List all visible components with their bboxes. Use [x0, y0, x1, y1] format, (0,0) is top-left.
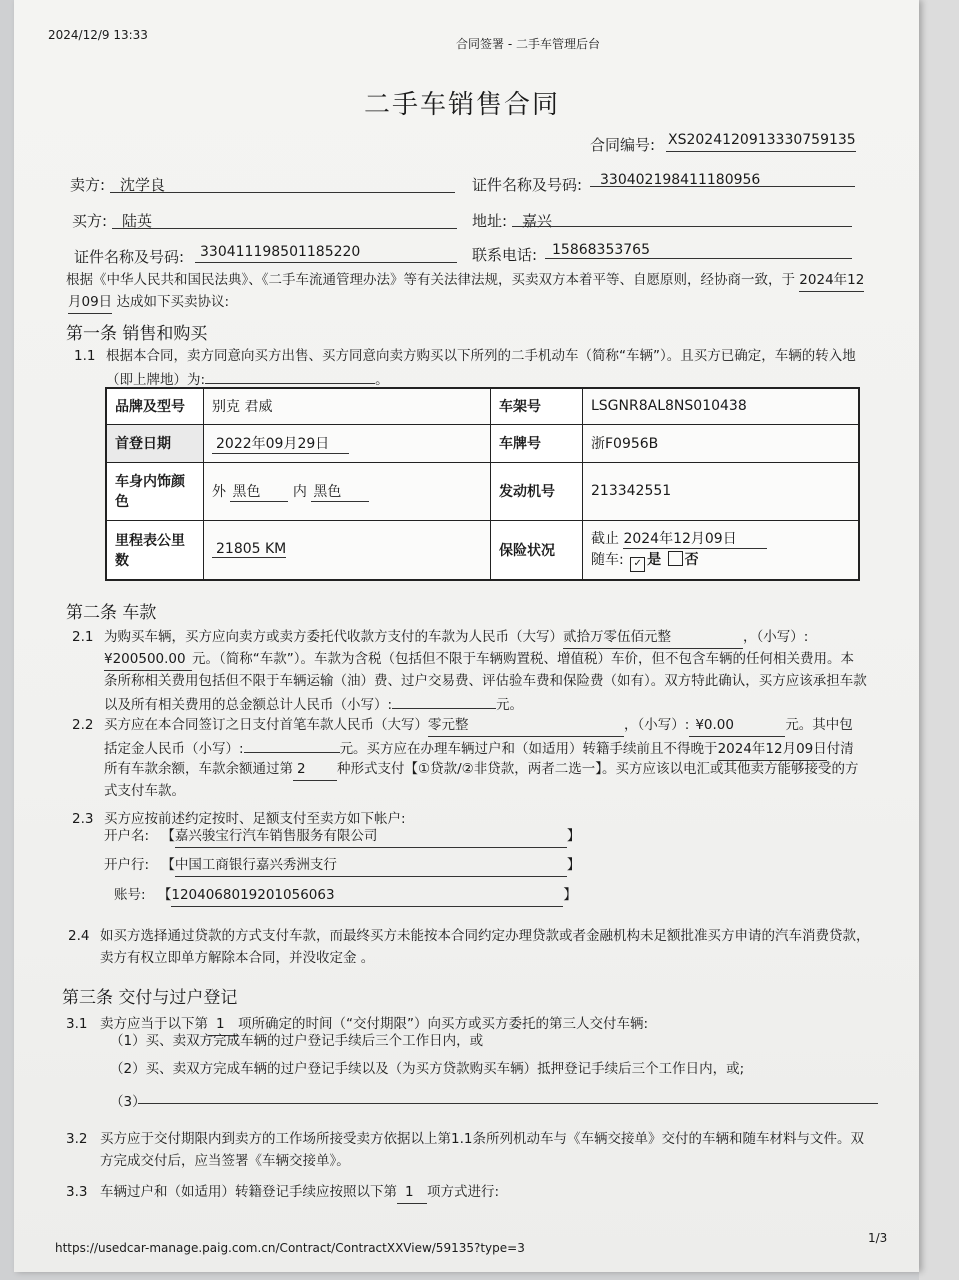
clause-2-2-text-d: 括定金人民币（小写）:: [104, 741, 244, 757]
clause-2-2-line3: [104, 758, 859, 781]
reg-date-cell: [204, 424, 491, 462]
seller-id-underline: [590, 186, 855, 187]
clause-3-2-line1: 买方应于交付期限内到卖方的工作场所接受卖方依据以上第1.1条所列机动车与《车辆交接单》交付的车辆和随车材料与文件。双: [100, 1131, 864, 1147]
price-in-words: 贰拾万零伍佰元整: [563, 626, 743, 649]
intro-date-b: 月09日: [68, 291, 112, 314]
insurance-no-checkbox: [668, 551, 683, 566]
down-payment-words: 零元整: [428, 714, 624, 737]
brand-label: 品牌及型号: [106, 388, 204, 424]
article-3-title: 第三条 交付与过户登记: [62, 988, 238, 1008]
clause-3-2-num: 3.2: [66, 1131, 88, 1147]
clause-2-2-line1: [104, 714, 853, 737]
brand-value: 别克 君威: [204, 388, 491, 424]
clause-1-1-line1: 根据本合同，卖方同意向买方出售、买方同意向卖方购买以下所列的二手机动车（简称“车辆”）。且买方已确定，车辆的转入地: [106, 348, 856, 364]
intro-text: 根据《中华人民共和国民法典》、《二手车流通管理办法》等有关法律法规，买卖双方本着平等、自愿原则，经协商一致，于: [66, 272, 795, 288]
payment-method-no: 2: [293, 758, 337, 781]
insurance-with-car: [591, 549, 850, 572]
contract-no-label: 合同编号:: [590, 136, 656, 154]
contract-no-underline: [666, 151, 856, 152]
contract-no-value: XS2024120913330759135: [668, 132, 856, 148]
mileage-value: [212, 541, 286, 558]
buyer-addr-label: 地址:: [472, 212, 508, 230]
outer-color-label: 外: [212, 483, 226, 500]
color-cell: [204, 462, 491, 520]
clause-2-1-text-b: ，（小写）:: [743, 629, 809, 645]
clause-3-1-item3-blank: [138, 1103, 878, 1104]
account-no-rb: 】: [563, 887, 577, 903]
insurance-until: [591, 528, 850, 549]
bank-lb: 【: [161, 857, 175, 873]
mileage-number: 21805: [216, 541, 261, 558]
account-name-label: 开户名:: [104, 828, 150, 844]
buyer-id-value: 330411198501185220: [200, 244, 361, 260]
clause-2-2-num: 2.2: [72, 717, 94, 733]
table-row: [106, 520, 859, 580]
clause-2-1-num: 2.1: [72, 629, 94, 645]
payoff-date: 2024年12月09日: [718, 738, 827, 761]
intro-line2: [68, 291, 229, 314]
intro-line1: [66, 269, 864, 292]
outer-color-value: 黑色: [230, 481, 288, 502]
bank-label: 开户行:: [104, 857, 150, 873]
clause-2-1-line4: [104, 692, 523, 716]
clause-3-3-line1: [100, 1181, 499, 1204]
insurance-cell: [583, 520, 860, 580]
print-datetime: 2024/12/9 13:33: [48, 28, 148, 42]
seller-name-underline: [110, 192, 455, 193]
clause-2-2-text-e: 元。买方应在办理车辆过户和（如适用）转籍手续前且不得晚于: [339, 741, 718, 757]
buyer-label: 买方:: [72, 212, 108, 230]
clause-2-2-text-h: 种形式支付【①贷款/②非贷款，两者二选一】。买方应该以电汇或其他卖方能够接受的方: [337, 761, 859, 777]
clause-2-4-line1: 如买方选择通过贷款的方式支付车款，而最终买方未能按本合同约定办理贷款或者金融机构未足额批准买方申请的汽车消费贷款，: [100, 928, 870, 944]
buyer-name: 陆英: [122, 212, 153, 230]
insurance-yes-label: 是: [647, 551, 662, 568]
buyer-phone-underline: [545, 258, 852, 259]
clause-2-2-text-f: 付清: [826, 741, 854, 757]
clause-2-2-text-c: 元。其中包: [785, 717, 853, 733]
seller-label: 卖方:: [70, 176, 106, 194]
intro-date-a: 2024年12: [799, 269, 864, 292]
print-page-title: 合同签署 - 二手车管理后台: [456, 37, 600, 51]
clause-2-1-line3: 条所称相关费用包括但不限于车辆运输（油）费、过户交易费、评估验车费和保险费（如有）。双方特此确认，买方应该承担车款: [104, 673, 867, 689]
clause-2-2-text-g: 所有车款余额，车款余额通过第: [104, 761, 293, 777]
clause-3-3-text: 车辆过户和（如适用）转籍登记手续应按照以下第: [100, 1184, 397, 1200]
intro-text-2: 达成如下买卖协议:: [116, 294, 230, 310]
buyer-id-underline: [195, 262, 457, 263]
clause-3-2-line2: 方完成交付后，应当签署《车辆交接单》。: [100, 1153, 350, 1169]
background-pages: [919, 0, 959, 1280]
insurance-yes-checkbox: ✓: [630, 557, 645, 572]
account-no-lb: 【: [157, 887, 172, 903]
bank-row: [104, 854, 580, 877]
account-name-value: 嘉兴骏宝行汽车销售服务有限公司: [175, 825, 567, 848]
table-row: [106, 388, 859, 424]
plate-value: 浙F0956B: [583, 424, 860, 462]
deposit-blank: [244, 736, 340, 753]
reg-date-label: 首登日期: [106, 424, 204, 462]
clause-2-1-line1: [104, 626, 808, 649]
clause-3-1-item1: （1）买、卖双方完成车辆的过户登记手续后三个工作日内，或: [110, 1033, 484, 1049]
account-no-value: 1204068019201056063: [171, 884, 563, 907]
clause-1-1-end: 。: [375, 372, 389, 388]
buyer-phone-label: 联系电话:: [472, 246, 538, 264]
color-label: 车身内饰颜色: [106, 462, 204, 520]
seller-id-value: 330402198411180956: [600, 172, 761, 188]
reg-date-value: 2022年09月29日: [212, 433, 349, 454]
mileage-unit: KM: [265, 541, 287, 558]
insurance-until-label: 截止: [591, 530, 619, 547]
account-name-lb: 【: [161, 828, 175, 844]
clause-2-2-line4: 式支付车款。: [104, 783, 185, 799]
clause-2-1-text-e: 元。: [496, 697, 524, 713]
seller-name: 沈学良: [120, 176, 166, 194]
delivery-option-no: 1: [208, 1013, 238, 1036]
clause-3-1-item3: （3）: [110, 1094, 146, 1110]
buyer-addr-underline: [512, 226, 852, 227]
clause-2-4-line2: 卖方有权立即单方解除本合同，并没收定金 。: [100, 950, 375, 966]
clause-2-1-text: 为购买车辆，买方应向卖方或卖方委托代收款方支付的车款为人民币（大写）: [104, 629, 563, 645]
vehicle-info-table: [105, 387, 860, 581]
engine-value: 213342551: [583, 462, 860, 520]
print-url: https://usedcar-manage.paig.com.cn/Contract/ContractXXView/59135?type=3: [55, 1241, 525, 1255]
total-amount-blank: [392, 692, 496, 709]
down-payment-amount: ¥0.00: [689, 714, 785, 737]
clause-2-1-text-c: 元。（简称“车款”）。车款为含税（包括但不限于车辆购置税、增值税）车价，但不包含车辆的任何相关费用。本: [192, 651, 854, 667]
account-name-rb: 】: [566, 828, 581, 844]
insurance-until-value: 2024年12月09日: [623, 528, 766, 549]
plate-label: 车牌号: [491, 424, 583, 462]
clause-2-2-text-b: ，（小写）:: [624, 717, 690, 733]
table-row: [106, 462, 859, 520]
clause-2-4-num: 2.4: [68, 928, 90, 944]
vin-value: LSGNR8AL8NS010438: [583, 388, 860, 424]
account-no-label: 账号:: [114, 887, 146, 903]
clause-1-1-num: 1.1: [74, 348, 96, 364]
insurance-label: 保险状况: [491, 520, 583, 580]
insurance-with-label: 随车:: [591, 551, 624, 568]
page-number: 1/3: [868, 1231, 888, 1245]
vin-label: 车架号: [491, 388, 583, 424]
price-amount: ¥200500.00: [104, 648, 192, 671]
article-2-title: 第二条 车款: [66, 603, 157, 623]
transfer-option-no: 1: [397, 1181, 427, 1204]
account-name-row: [104, 825, 580, 848]
account-no-row: [114, 884, 577, 907]
insurance-no-label: 否: [684, 551, 699, 568]
buyer-name-underline: [112, 228, 457, 229]
mileage-cell: [204, 520, 491, 580]
buyer-id-label: 证件名称及号码:: [74, 248, 185, 266]
seller-id-label: 证件名称及号码:: [472, 176, 583, 194]
clause-3-1-num: 3.1: [66, 1016, 88, 1032]
buyer-phone: 15868353765: [552, 242, 650, 258]
clause-1-1-text: （即上牌地）为:: [106, 372, 206, 388]
contract-title: 二手车销售合同: [364, 90, 561, 120]
table-row: [106, 424, 859, 462]
clause-3-3-num: 3.3: [66, 1184, 88, 1200]
bank-value: 中国工商银行嘉兴秀洲支行: [175, 854, 567, 877]
clause-3-1-text-b: 项所确定的时间（“交付期限”）向买方或买方委托的第三人交付车辆:: [238, 1016, 649, 1032]
clause-2-3-num: 2.3: [72, 811, 94, 827]
clause-3-3-text-b: 项方式进行:: [427, 1184, 500, 1200]
clause-2-1-text-d: 以及所有相关费用的总金额总计人民币（小写）:: [104, 697, 393, 713]
mileage-label: 里程表公里数: [106, 520, 204, 580]
buyer-addr: 嘉兴: [522, 212, 553, 230]
clause-3-1-item2: （2）买、卖双方完成车辆的过户登记手续以及（为买方贷款购买车辆）抵押登记手续后三个工作日内，或;: [110, 1061, 745, 1077]
engine-label: 发动机号: [491, 462, 583, 520]
registration-place-blank: [205, 367, 375, 384]
inner-color-value: 黑色: [311, 481, 369, 502]
inner-color-label: 内: [292, 483, 307, 500]
article-1-title: 第一条 销售和购买: [66, 324, 208, 344]
clause-2-1-line2: [104, 648, 854, 671]
clause-2-3-line1: 买方应按前述约定按时、足额支付至卖方如下帐户:: [104, 811, 406, 827]
clause-2-2-text: 买方应在本合同签订之日支付首笔车款人民币（大写）: [104, 717, 428, 733]
bank-rb: 】: [566, 857, 581, 873]
clause-3-1-text: 卖方应当于以下第: [100, 1016, 208, 1032]
